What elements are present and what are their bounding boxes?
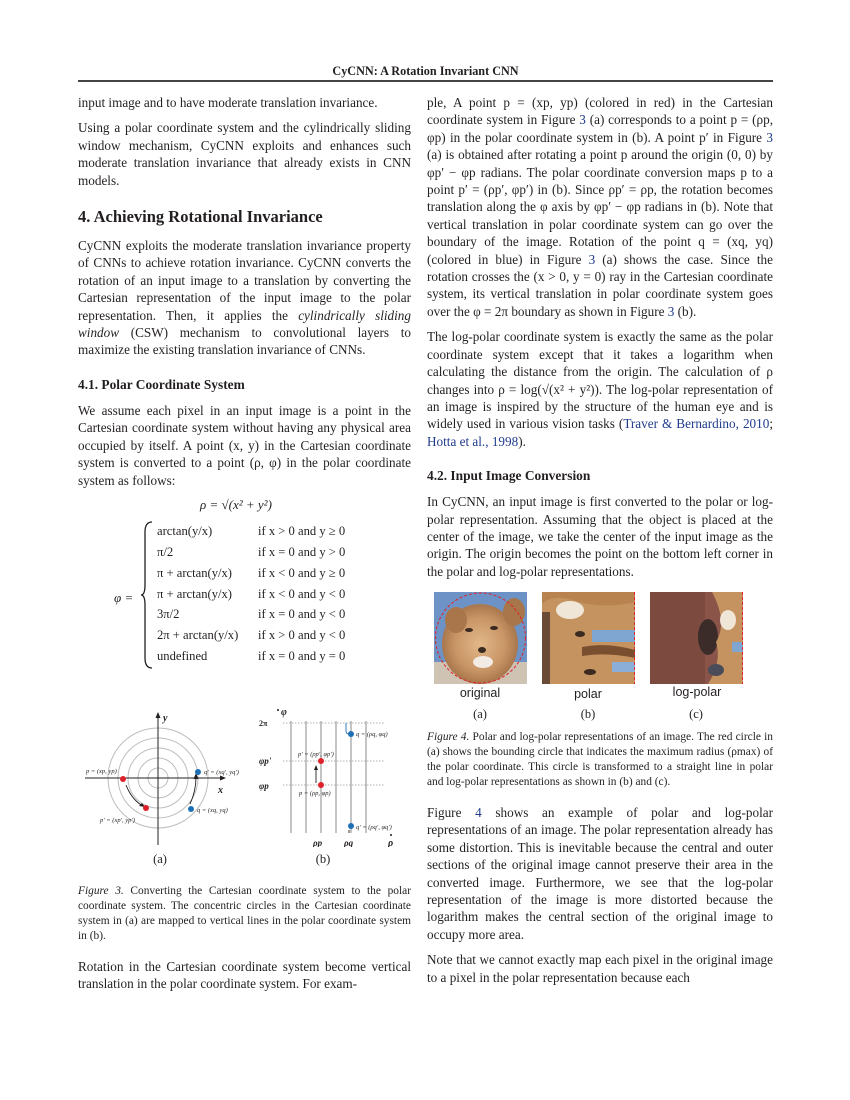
left-column: [78, 92, 411, 489]
case-cond: if x < 0 and y ≥ 0: [258, 566, 346, 580]
figure-ref-link[interactable]: 3: [579, 112, 586, 128]
subsection-heading: 4.1. Polar Coordinate System: [78, 376, 245, 392]
case-cond: if x = 0 and y < 0: [258, 607, 346, 621]
svg-text:q = (xq, yq): q = (xq, yq): [197, 807, 228, 814]
figure3a-sublabel: (a): [153, 852, 167, 866]
paragraph: Note that we cannot exactly map each pixel in the original image to a pixel in the polar representation because each: [427, 952, 773, 985]
svg-text:p' = (ρp', φp'): p' = (ρp', φp'): [298, 751, 334, 758]
case-expr: π/2: [157, 545, 174, 559]
case-expr: 3π/2: [157, 607, 180, 621]
case-expr: π + arctan(y/x): [157, 587, 232, 601]
section-heading: 4. Achieving Rotational Invariance: [78, 207, 323, 227]
paragraph: In CyCNN, an input image is first converted to the polar or log-polar representation. Assuming that the object is placed at the center of the image, we take the center of the input image as the origin. The origin becomes the point on the bottom left corner in the polar and log-polar representations.: [427, 494, 773, 579]
figure4c-log-polar-image: [650, 592, 743, 684]
case-expr: 2π + arctan(y/x): [157, 628, 239, 642]
emphasis: cylindrically sliding window: [78, 307, 411, 341]
figure3b-sublabel: (b): [315, 852, 331, 866]
svg-text:p' = (xp', yp'): p' = (xp', yp'): [100, 817, 135, 824]
svg-text:φ: φ: [281, 707, 287, 718]
figure-ref-link[interactable]: 4: [475, 805, 482, 820]
figure4b-polar-image: [542, 592, 635, 684]
case-cond: if x = 0 and y = 0: [258, 649, 346, 663]
svg-text:ρp: ρp: [313, 838, 323, 847]
paragraph: input image and to have moderate translation invariance.: [78, 95, 378, 110]
subsection-heading: 4.2. Input Image Conversion: [427, 468, 591, 484]
paragraph: Using a polar coordinate system and the cylindrically sliding window mechanism, CyCNN exploits and enhances such moderate translation invariance that already exists in CNN models.: [78, 120, 411, 188]
svg-text:y: y: [163, 713, 168, 724]
figure-ref-link[interactable]: 3: [588, 251, 596, 267]
case-cond: if x > 0 and y ≥ 0: [258, 524, 346, 538]
figure3a-cartesian-diagram: [80, 705, 250, 850]
case-expr: arctan(y/x): [157, 524, 213, 538]
paragraph: Rotation in the Cartesian coordinate system become vertical translation in the polar coordinate system. For exam-: [78, 959, 411, 992]
svg-text:p = (ρp, φp): p = (ρp, φp): [299, 790, 331, 797]
svg-text:2π: 2π: [259, 719, 268, 728]
figure4a-original-image: [434, 592, 527, 684]
header-rule: [78, 80, 773, 82]
figure4c-sublabel: (c): [689, 707, 703, 721]
paragraph: CyCNN exploits the moderate translation invariance property of CNNs to achieve rotation invariance. CyCNN converts the rotation of an input image to a translation by converting the Cartesian representation of the input image to the polar representation. Then, it applies the cylindrically sliding window (CSW) mechanism to convolutional layers to maximize the existing translation invariance of CNNs.: [78, 238, 411, 358]
rho-equation: ρ = √(x² + y²): [200, 497, 272, 512]
figure-ref-link[interactable]: 3: [667, 303, 675, 319]
case-cond: if x = 0 and y > 0: [258, 545, 346, 559]
svg-text:p = (xp, yp): p = (xp, yp): [86, 768, 117, 775]
svg-text:φp': φp': [259, 756, 272, 766]
paragraph: Figure 4 shows an example of polar and log-polar representations of an image. The polar representation already has some distortion. This is inevitable because the central and outer sections of the original image cannot preserve their area in the converted image. Furthermore, we see that the log-polar representation of the image is more distorted because the logarithm makes the central section of the original image to occupy more area.: [427, 805, 773, 942]
case-cond: if x > 0 and y < 0: [258, 628, 346, 642]
svg-text:φp: φp: [259, 781, 269, 791]
figure4c-label: log-polar: [672, 685, 722, 699]
figure4b-sublabel: (b): [580, 707, 596, 721]
figure3-caption-block: [78, 884, 411, 993]
figure4-caption: Figure 4. Polar and log-polar representations of an image. The red circle in (a) shows the bounding circle that indicates the maximum radius (ρmax) of the polar coordinate. This circle is transformed to a straight line in polar and log-polar representations as shown in (b) and (c).: [427, 731, 773, 788]
case-cond: if x < 0 and y < 0: [258, 587, 346, 601]
paragraph: The log-polar coordinate system is exactly the same as the polar coordinate system except that it takes a logarithm when calculating the distance from the origin. The calculation of ρ changes into ρ = log(√(x² + y²)). The log-polar representation of an image is inspired by the structure of the human eye and is widely used in various vision tasks (Traver & Bernardino, 2010; Hotta et al., 1998).: [427, 329, 773, 449]
case-expr: π + arctan(y/x): [157, 566, 232, 580]
phi-label: φ =: [114, 590, 134, 605]
figure4a-label: original: [459, 686, 501, 700]
case-brace: [140, 520, 154, 670]
citation-link[interactable]: Traver & Bernardino, 2010: [623, 416, 770, 432]
svg-text:x: x: [218, 785, 223, 796]
figure4-caption-block: [427, 730, 773, 986]
svg-text:ρq: ρq: [344, 838, 354, 847]
citation-link[interactable]: Hotta et al., 1998: [427, 433, 519, 449]
figure4b-label: polar: [574, 687, 602, 701]
right-column: [427, 92, 773, 580]
running-title: CyCNN: A Rotation Invariant CNN: [332, 64, 519, 78]
svg-text:q' = (ρq', φq'): q' = (ρq', φq'): [356, 824, 392, 831]
svg-text:q' = (xq', yq'): q' = (xq', yq'): [204, 769, 239, 776]
figure-ref-link[interactable]: 3: [766, 129, 773, 145]
svg-text:ρ: ρ: [388, 838, 394, 847]
paragraph: We assume each pixel in an input image is a point in the Cartesian coordinate system without having any physical area occupied by itself. A point (x, y) in the Cartesian coordinate system is converted to a point (ρ, φ) in the polar coordinate system as follows:: [78, 402, 411, 488]
figure3-caption: Figure 3. Converting the Cartesian coordinate system to the polar coordinate system. The concentric circles in the Cartesian coordinate system in (a) are mapped to vertical lines in the polar coordinate system in (b).: [78, 885, 411, 942]
figure3b-polar-diagram: [255, 705, 405, 847]
svg-text:q = (ρq, φq): q = (ρq, φq): [356, 731, 388, 738]
figure4a-sublabel: (a): [473, 707, 487, 721]
case-expr: undefined: [157, 649, 208, 663]
paragraph: ple, A point p = (xp, yp) (colored in red) in the Cartesian coordinate system in Figure 3 (a) corresponds to a point p = (ρp, φp) in the polar coordinate system in (b). A point p′ in Figure 3 (a) is obtained after rotating a point p around the origin (0, 0) by φp′ − φp radians. The polar coordinate conversion maps p to a point p′ = (ρp′, φp′) in (b). Since ρp′ = ρp, the rotation becomes translation along the φ axis by φp′ − φp radians in (b). Note that vertical translation in polar coordinate system can go over the boundary of the image. Rotation of the point q = (xq, yq) (colored in blue) in Figure 3 (a) shows the case. Since the rotation crosses the (x > 0, y = 0) ray in the Cartesian coordinate system, its vertical translation in polar coordinate system goes over the φ = 2π boundary as shown in Figure 3 (b).: [427, 95, 773, 319]
